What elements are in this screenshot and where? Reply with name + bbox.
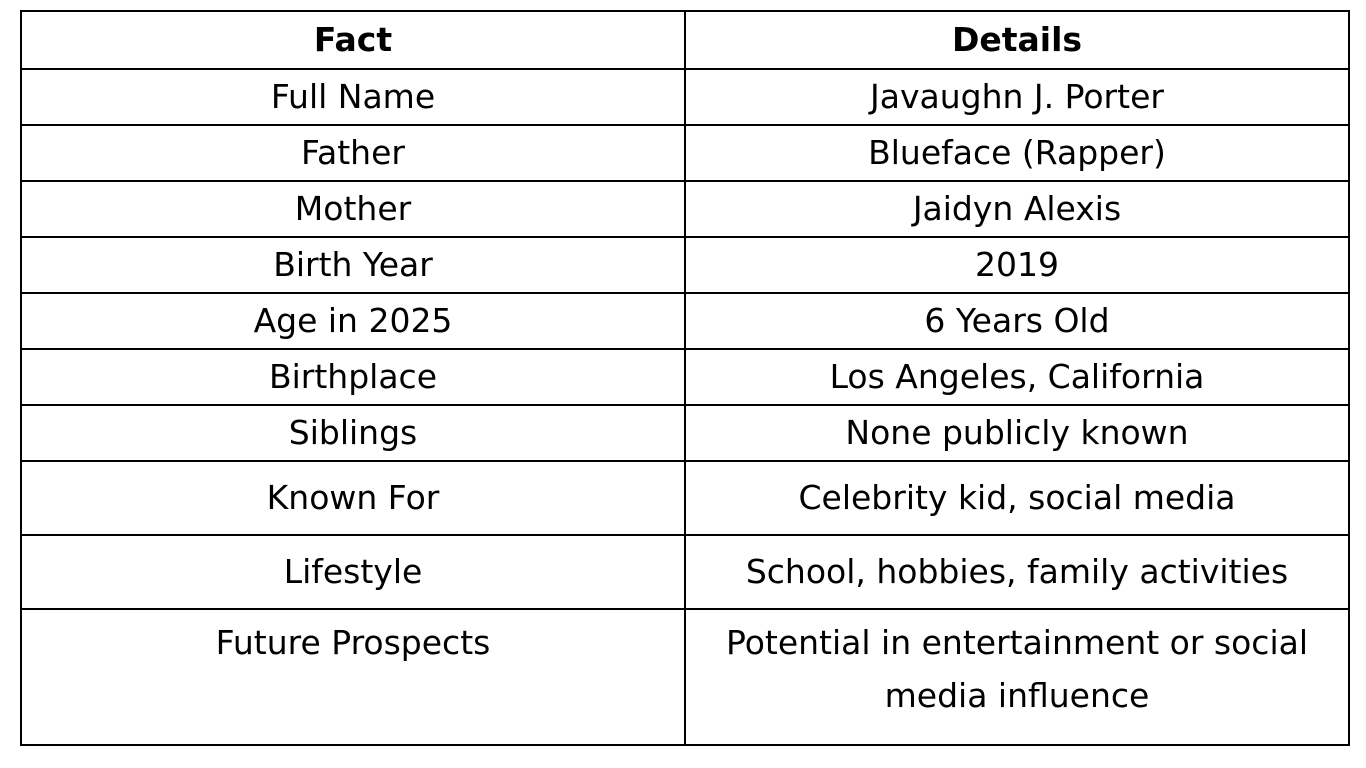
- details-cell: Javaughn J. Porter: [685, 69, 1349, 125]
- table-row: [21, 237, 1349, 293]
- details-cell: 2019: [685, 237, 1349, 293]
- table-row: [21, 181, 1349, 237]
- fact-cell: Full Name: [21, 69, 685, 125]
- fact-cell: Known For: [21, 461, 685, 535]
- fact-cell: Age in 2025: [21, 293, 685, 349]
- fact-cell: Lifestyle: [21, 535, 685, 609]
- table-row: [21, 461, 1349, 535]
- table-row: [21, 609, 1349, 745]
- table-row: [21, 293, 1349, 349]
- details-cell: Potential in entertainment or social media influence: [685, 609, 1349, 745]
- details-cell: Los Angeles, California: [685, 349, 1349, 405]
- fact-cell: Mother: [21, 181, 685, 237]
- fact-cell: Future Prospects: [21, 609, 685, 745]
- facts-table: [20, 10, 1350, 746]
- table-row: [21, 349, 1349, 405]
- details-cell: None publicly known: [685, 405, 1349, 461]
- table-row: [21, 405, 1349, 461]
- details-cell: Jaidyn Alexis: [685, 181, 1349, 237]
- fact-cell: Siblings: [21, 405, 685, 461]
- fact-cell: Father: [21, 125, 685, 181]
- column-header-fact: Fact: [21, 11, 685, 69]
- details-cell: Celebrity kid, social media: [685, 461, 1349, 535]
- header-row: [21, 11, 1349, 69]
- table-row: [21, 125, 1349, 181]
- details-cell: 6 Years Old: [685, 293, 1349, 349]
- table-row: [21, 69, 1349, 125]
- column-header-details: Details: [685, 11, 1349, 69]
- details-cell: Blueface (Rapper): [685, 125, 1349, 181]
- fact-cell: Birth Year: [21, 237, 685, 293]
- fact-cell: Birthplace: [21, 349, 685, 405]
- details-cell: School, hobbies, family activities: [685, 535, 1349, 609]
- table-row: [21, 535, 1349, 609]
